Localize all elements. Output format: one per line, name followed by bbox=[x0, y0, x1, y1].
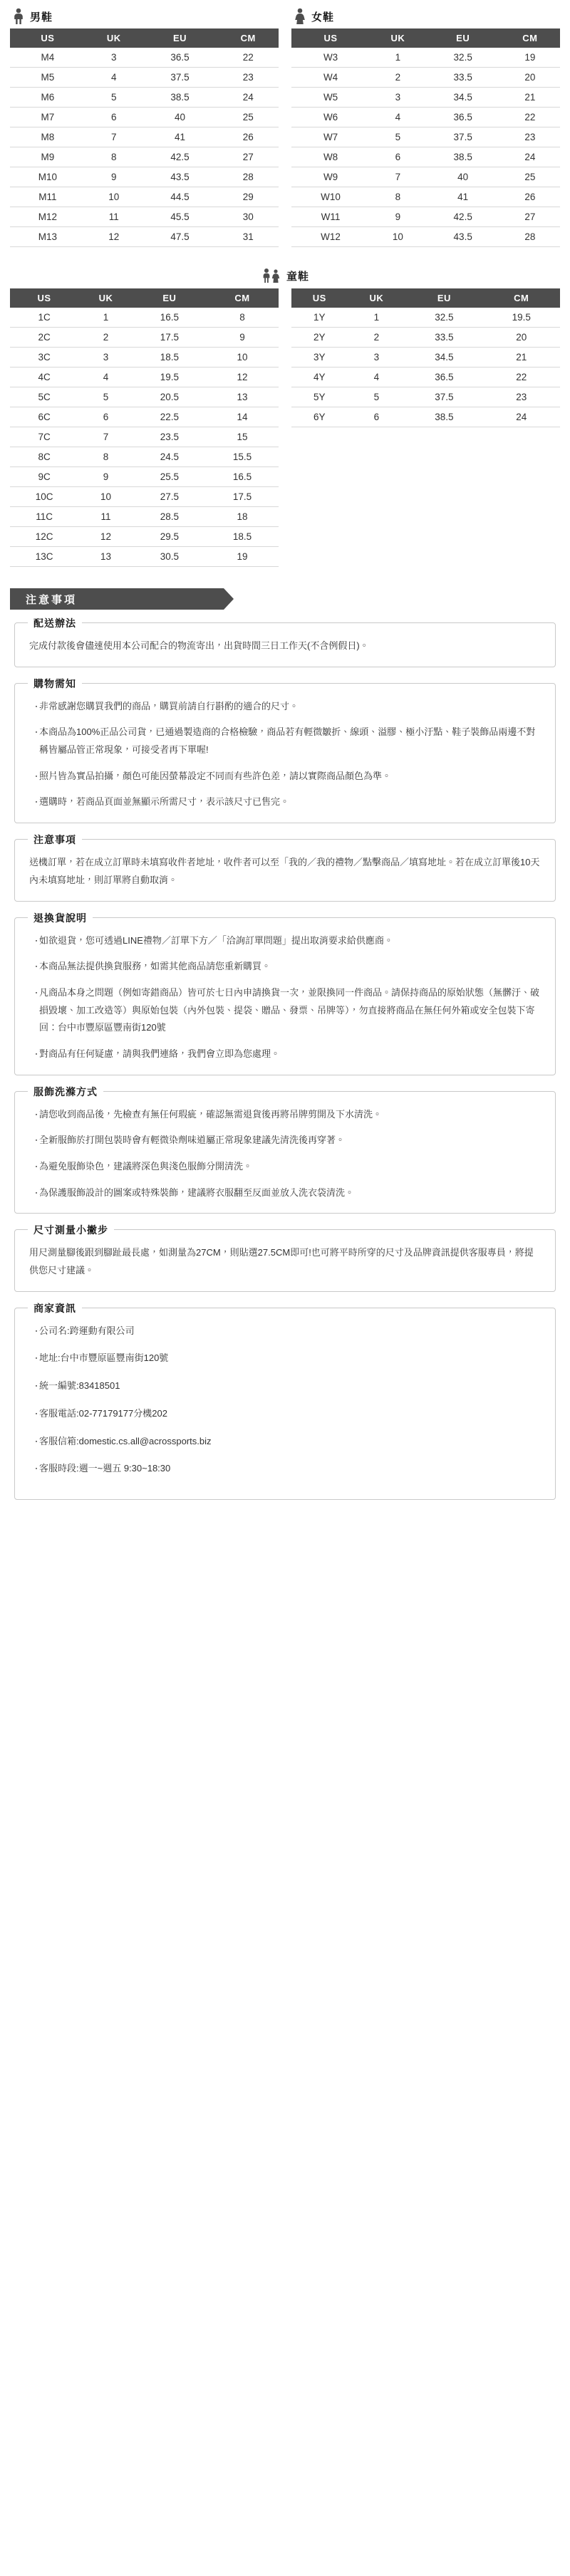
table-row bbox=[291, 387, 560, 407]
cell: 19.5 bbox=[483, 308, 560, 328]
cell: 26 bbox=[217, 127, 279, 147]
cell: 28 bbox=[500, 227, 560, 247]
list-item: ‧ 非常感謝您購買我們的商品，購買前請自行斟酌的適合的尺寸。 bbox=[29, 698, 541, 716]
cell: M7 bbox=[10, 108, 86, 127]
cell: 43.5 bbox=[426, 227, 500, 247]
list-item: ‧ 本商品無法提供換貨服務，如需其他商品請您重新購買。 bbox=[29, 958, 541, 976]
shopping-notes-list bbox=[29, 698, 541, 811]
cell: 6 bbox=[78, 407, 133, 427]
table-row bbox=[291, 48, 560, 68]
table-row bbox=[10, 407, 279, 427]
cell: 28.5 bbox=[133, 507, 206, 527]
table-row bbox=[10, 88, 279, 108]
cell: 4Y bbox=[291, 367, 348, 387]
kids-table-label: 童鞋 bbox=[286, 270, 309, 283]
cell: 3 bbox=[86, 48, 142, 68]
cell: 9C bbox=[10, 467, 78, 487]
cell: 7 bbox=[86, 127, 142, 147]
table-row bbox=[10, 127, 279, 147]
cell: 37.5 bbox=[405, 387, 482, 407]
table-row bbox=[291, 187, 560, 207]
cell: 44.5 bbox=[142, 187, 218, 207]
merchant-phone: ‧ 客服電話:02-77179177分機202 bbox=[29, 1405, 541, 1423]
list-item: ‧ 為保護服飾設計的圖案或特殊裝飾，建議將衣服翻至反面並放入洗衣袋清洗。 bbox=[29, 1184, 541, 1202]
cell: 25 bbox=[217, 108, 279, 127]
cell: 27 bbox=[500, 207, 560, 227]
cell: W3 bbox=[291, 48, 370, 68]
cell: 24 bbox=[500, 147, 560, 167]
table-row bbox=[291, 407, 560, 427]
table-row bbox=[10, 207, 279, 227]
cell: 5 bbox=[348, 387, 406, 407]
cell: 27 bbox=[217, 147, 279, 167]
cell: 16.5 bbox=[133, 308, 206, 328]
kids-youth-size-table bbox=[291, 288, 560, 427]
list-item: ‧ 如欲退貨，您可透過LINE禮物／訂單下方／「洽詢訂單問題」提出取消要求給供應商。 bbox=[29, 932, 541, 950]
washing-list bbox=[29, 1106, 541, 1202]
cell: 6 bbox=[86, 108, 142, 127]
cell: M11 bbox=[10, 187, 86, 207]
cell: 42.5 bbox=[142, 147, 218, 167]
cell: 22.5 bbox=[133, 407, 206, 427]
cell: 18 bbox=[206, 507, 279, 527]
merchant-email: ‧ 客服信箱:domestic.cs.all@acrossports.biz bbox=[29, 1433, 541, 1451]
cell: M6 bbox=[10, 88, 86, 108]
cell: 45.5 bbox=[142, 207, 218, 227]
table-row bbox=[291, 328, 560, 348]
cell: 47.5 bbox=[142, 227, 218, 247]
column-header: EU bbox=[405, 288, 482, 308]
section-title: 購物需知 bbox=[28, 677, 82, 691]
cell: 8 bbox=[86, 147, 142, 167]
table-row bbox=[291, 367, 560, 387]
table-row bbox=[10, 547, 279, 567]
cell: 19 bbox=[206, 547, 279, 567]
column-header: CM bbox=[483, 288, 560, 308]
column-header: UK bbox=[348, 288, 406, 308]
table-row bbox=[10, 328, 279, 348]
cell: 1 bbox=[348, 308, 406, 328]
table-row bbox=[10, 427, 279, 447]
cell: M12 bbox=[10, 207, 86, 227]
mens-size-table bbox=[10, 28, 279, 247]
cell: M8 bbox=[10, 127, 86, 147]
cell: 2 bbox=[348, 328, 406, 348]
list-item: ‧ 請您收到商品後，先檢查有無任何瑕疵，確認無需退貨後再將吊牌剪開及下水清洗。 bbox=[29, 1106, 541, 1124]
cell: 9 bbox=[78, 467, 133, 487]
cell: 41 bbox=[426, 187, 500, 207]
cell: 43.5 bbox=[142, 167, 218, 187]
cell: 17.5 bbox=[206, 487, 279, 507]
table-row bbox=[10, 387, 279, 407]
cell: 17.5 bbox=[133, 328, 206, 348]
cell: 1C bbox=[10, 308, 78, 328]
man-icon bbox=[11, 8, 26, 25]
cell: 36.5 bbox=[405, 367, 482, 387]
column-header: CM bbox=[500, 28, 560, 48]
list-item: ‧ 選購時，若商品頁面並無顯示所需尺寸，表示該尺寸已售完。 bbox=[29, 793, 541, 811]
cell: 5C bbox=[10, 387, 78, 407]
womens-table-label: 女鞋 bbox=[311, 11, 335, 24]
cell: 23.5 bbox=[133, 427, 206, 447]
cell: 8 bbox=[370, 187, 425, 207]
section-title: 注意事項 bbox=[28, 833, 82, 847]
section-washing bbox=[14, 1085, 556, 1214]
cell: 22 bbox=[483, 367, 560, 387]
table-header-row bbox=[291, 288, 560, 308]
cell: M10 bbox=[10, 167, 86, 187]
kids-size-tables bbox=[10, 266, 560, 567]
cell: 22 bbox=[217, 48, 279, 68]
cell: 11 bbox=[86, 207, 142, 227]
merchant-address: ‧ 地址:台中市豐原區豐南街120號 bbox=[29, 1350, 541, 1367]
cell: 26 bbox=[500, 187, 560, 207]
cell: 18.5 bbox=[133, 348, 206, 367]
table-row bbox=[10, 48, 279, 68]
table-row bbox=[291, 227, 560, 247]
table-row bbox=[10, 68, 279, 88]
cell: 15.5 bbox=[206, 447, 279, 467]
cell: 38.5 bbox=[426, 147, 500, 167]
column-header: EU bbox=[426, 28, 500, 48]
cell: 2 bbox=[370, 68, 425, 88]
cell: 23 bbox=[217, 68, 279, 88]
cell: 27.5 bbox=[133, 487, 206, 507]
column-header: US bbox=[10, 28, 86, 48]
kids-toddler-size-table bbox=[10, 288, 279, 567]
table-row bbox=[10, 367, 279, 387]
list-item: ‧ 凡商品本身之問題（例如寄錯商品）皆可於七日內申請換貨一次，並限換同一件商品。請保持商品的原始狀態（無髒汙、破損毀壞、加工改造等）與原始包裝（內外包裝、提袋、贈品、發票、吊牌等），勿直接將商品在無任何外箱或安全包裝下寄回：台中市豐原區豐南街120號 bbox=[29, 984, 541, 1037]
section-title: 配送辦法 bbox=[28, 616, 82, 630]
cell: 15 bbox=[206, 427, 279, 447]
cell: 25.5 bbox=[133, 467, 206, 487]
womens-size-table bbox=[291, 28, 560, 247]
woman-icon bbox=[293, 8, 307, 25]
cell: 10 bbox=[370, 227, 425, 247]
cell: 12 bbox=[78, 527, 133, 547]
list-item: ‧ 全新服飾於打開包裝時會有輕微染劑味道屬正常現象建議先清洗後再穿著。 bbox=[29, 1132, 541, 1149]
column-header: US bbox=[10, 288, 78, 308]
column-header: UK bbox=[370, 28, 425, 48]
cell: 7C bbox=[10, 427, 78, 447]
kids-left-table-block bbox=[10, 288, 279, 567]
cell: 5Y bbox=[291, 387, 348, 407]
mens-table-label: 男鞋 bbox=[30, 11, 53, 24]
cell: 5 bbox=[86, 88, 142, 108]
cell: 10C bbox=[10, 487, 78, 507]
cell: 11 bbox=[78, 507, 133, 527]
table-row bbox=[10, 147, 279, 167]
cell: 37.5 bbox=[142, 68, 218, 88]
cell: 20 bbox=[483, 328, 560, 348]
cell: 6 bbox=[370, 147, 425, 167]
section-paragraph: 送機訂單，若在成立訂單時未填寫收件者地址，收件者可以至「我的／我的禮物／點擊商品／填寫地址。若在成立訂單後10天內未填寫地址，則訂單將自動取消。 bbox=[29, 857, 540, 885]
table-row bbox=[10, 227, 279, 247]
column-header: UK bbox=[78, 288, 133, 308]
table-header-row bbox=[10, 28, 279, 48]
cell: 29 bbox=[217, 187, 279, 207]
section-measure-tips bbox=[14, 1224, 556, 1291]
section-title: 商家資訊 bbox=[28, 1301, 82, 1315]
cell: 2C bbox=[10, 328, 78, 348]
kids-icon bbox=[261, 267, 282, 284]
cell: 1Y bbox=[291, 308, 348, 328]
cell: 3 bbox=[348, 348, 406, 367]
cell: 3C bbox=[10, 348, 78, 367]
cell: 11C bbox=[10, 507, 78, 527]
column-header: UK bbox=[86, 28, 142, 48]
cell: 36.5 bbox=[142, 48, 218, 68]
merchant-tax-id: ‧ 統一編號:83418501 bbox=[29, 1377, 541, 1395]
cell: 14 bbox=[206, 407, 279, 427]
cell: 34.5 bbox=[405, 348, 482, 367]
cell: 32.5 bbox=[426, 48, 500, 68]
cell: M13 bbox=[10, 227, 86, 247]
cell: W12 bbox=[291, 227, 370, 247]
cell: 24 bbox=[483, 407, 560, 427]
cell: 8 bbox=[78, 447, 133, 467]
cell: 13C bbox=[10, 547, 78, 567]
womens-size-table-block bbox=[291, 7, 560, 247]
cell: 30 bbox=[217, 207, 279, 227]
table-row bbox=[10, 507, 279, 527]
cell: 2Y bbox=[291, 328, 348, 348]
cell: W4 bbox=[291, 68, 370, 88]
table-row bbox=[10, 447, 279, 467]
table-row bbox=[291, 127, 560, 147]
cell: 1 bbox=[370, 48, 425, 68]
cell: 40 bbox=[142, 108, 218, 127]
section-paragraph: 用尺測量腳後跟到腳趾最長處，如測量為27CM，則貼選27.5CM即可!也可將平時所穿的尺寸及品牌資訊提供客服專員，將提供您尺寸建議。 bbox=[29, 1247, 534, 1276]
section-shopping-notes bbox=[14, 677, 556, 823]
cell: W8 bbox=[291, 147, 370, 167]
cell: 37.5 bbox=[426, 127, 500, 147]
table-row bbox=[10, 308, 279, 328]
table-row bbox=[10, 187, 279, 207]
table-row bbox=[291, 167, 560, 187]
cell: 9 bbox=[206, 328, 279, 348]
section-title: 服飾洗滌方式 bbox=[28, 1085, 103, 1099]
cell: 1 bbox=[78, 308, 133, 328]
cell: 36.5 bbox=[426, 108, 500, 127]
cell: 32.5 bbox=[405, 308, 482, 328]
list-item: ‧ 為避免服飾染色，建議將深色與淺色服飾分開清洗。 bbox=[29, 1158, 541, 1176]
cell: 13 bbox=[78, 547, 133, 567]
cell: W5 bbox=[291, 88, 370, 108]
cell: 20.5 bbox=[133, 387, 206, 407]
section-shipping bbox=[14, 617, 556, 667]
cell: 2 bbox=[78, 328, 133, 348]
cell: 6 bbox=[348, 407, 406, 427]
cell: W11 bbox=[291, 207, 370, 227]
section-merchant-info bbox=[14, 1302, 556, 1500]
section-title: 退換貨說明 bbox=[28, 911, 93, 925]
cell: M4 bbox=[10, 48, 86, 68]
cell: 21 bbox=[500, 88, 560, 108]
cell: W7 bbox=[291, 127, 370, 147]
kids-tables-row bbox=[10, 288, 560, 567]
table-row bbox=[291, 88, 560, 108]
cell: 4 bbox=[370, 108, 425, 127]
cell: 4C bbox=[10, 367, 78, 387]
notice-banner bbox=[10, 588, 560, 610]
cell: 22 bbox=[500, 108, 560, 127]
cell: M5 bbox=[10, 68, 86, 88]
cell: 34.5 bbox=[426, 88, 500, 108]
column-header: US bbox=[291, 28, 370, 48]
cell: 41 bbox=[142, 127, 218, 147]
cell: 3 bbox=[78, 348, 133, 367]
mens-size-table-block bbox=[10, 7, 279, 247]
cell: 13 bbox=[206, 387, 279, 407]
table-row bbox=[10, 108, 279, 127]
cell: 18.5 bbox=[206, 527, 279, 547]
womens-table-title bbox=[291, 7, 560, 26]
cell: 8 bbox=[206, 308, 279, 328]
section-order-notice bbox=[14, 834, 556, 901]
cell: 23 bbox=[500, 127, 560, 147]
cell: 30.5 bbox=[133, 547, 206, 567]
table-header-row bbox=[10, 288, 279, 308]
cell: 12 bbox=[206, 367, 279, 387]
cell: 38.5 bbox=[405, 407, 482, 427]
cell: 4 bbox=[86, 68, 142, 88]
column-header: EU bbox=[142, 28, 218, 48]
cell: 23 bbox=[483, 387, 560, 407]
cell: 38.5 bbox=[142, 88, 218, 108]
table-row bbox=[291, 108, 560, 127]
cell: 4 bbox=[78, 367, 133, 387]
cell: 10 bbox=[206, 348, 279, 367]
cell: 40 bbox=[426, 167, 500, 187]
cell: 4 bbox=[348, 367, 406, 387]
column-header: CM bbox=[206, 288, 279, 308]
list-item: ‧ 對商品有任何疑慮，請與我們連絡，我們會立即為您處理。 bbox=[29, 1045, 541, 1063]
cell: 24.5 bbox=[133, 447, 206, 467]
cell: 10 bbox=[78, 487, 133, 507]
section-title: 尺寸測量小撇步 bbox=[28, 1223, 114, 1237]
cell: 8C bbox=[10, 447, 78, 467]
returns-list bbox=[29, 932, 541, 1063]
list-item: ‧ 照片皆為實品拍攝，顏色可能因螢幕設定不同而有些許色差，請以實際商品顏色為準。 bbox=[29, 768, 541, 786]
table-row bbox=[291, 147, 560, 167]
cell: 5 bbox=[370, 127, 425, 147]
column-header: CM bbox=[217, 28, 279, 48]
adult-size-tables bbox=[10, 7, 560, 247]
cell: 42.5 bbox=[426, 207, 500, 227]
column-header: EU bbox=[133, 288, 206, 308]
cell: 24 bbox=[217, 88, 279, 108]
cell: 19.5 bbox=[133, 367, 206, 387]
table-row bbox=[10, 167, 279, 187]
cell: W6 bbox=[291, 108, 370, 127]
merchant-company-name: ‧ 公司名:跨運動有限公司 bbox=[29, 1323, 541, 1340]
cell: 10 bbox=[86, 187, 142, 207]
cell: 5 bbox=[78, 387, 133, 407]
table-row bbox=[10, 467, 279, 487]
merchant-info-list bbox=[29, 1323, 541, 1478]
cell: 3 bbox=[370, 88, 425, 108]
table-row bbox=[10, 527, 279, 547]
cell: 6Y bbox=[291, 407, 348, 427]
cell: 6C bbox=[10, 407, 78, 427]
table-row bbox=[10, 348, 279, 367]
section-returns bbox=[14, 912, 556, 1075]
cell: 3Y bbox=[291, 348, 348, 367]
kids-table-title bbox=[10, 266, 560, 286]
cell: 12 bbox=[86, 227, 142, 247]
cell: 9 bbox=[86, 167, 142, 187]
table-row bbox=[291, 348, 560, 367]
cell: 12C bbox=[10, 527, 78, 547]
mens-table-title bbox=[10, 7, 279, 26]
cell: 7 bbox=[78, 427, 133, 447]
table-row bbox=[291, 308, 560, 328]
column-header: US bbox=[291, 288, 348, 308]
table-row bbox=[291, 68, 560, 88]
merchant-service-hours: ‧ 客服時段:週一~週五 9:30~18:30 bbox=[29, 1460, 541, 1478]
cell: 31 bbox=[217, 227, 279, 247]
cell: M9 bbox=[10, 147, 86, 167]
cell: W10 bbox=[291, 187, 370, 207]
section-paragraph: 完成付款後會儘速使用本公司配合的物流寄出，出貨時間三日工作天(不含例假日)。 bbox=[29, 640, 369, 651]
list-item: ‧ 本商品為100%正品公司貨，已通過製造商的合格檢驗，商品若有輕微皺折、線頭、溢膠、極小汙點、鞋子裝飾品兩邊不對稱皆屬品管正常現象，可接受者再下單喔! bbox=[29, 724, 541, 758]
cell: W9 bbox=[291, 167, 370, 187]
cell: 33.5 bbox=[405, 328, 482, 348]
cell: 19 bbox=[500, 48, 560, 68]
cell: 9 bbox=[370, 207, 425, 227]
cell: 20 bbox=[500, 68, 560, 88]
cell: 29.5 bbox=[133, 527, 206, 547]
notice-banner-label: 注意事項 bbox=[10, 588, 224, 610]
cell: 7 bbox=[370, 167, 425, 187]
cell: 25 bbox=[500, 167, 560, 187]
table-row bbox=[291, 207, 560, 227]
table-header-row bbox=[291, 28, 560, 48]
cell: 28 bbox=[217, 167, 279, 187]
table-row bbox=[10, 487, 279, 507]
cell: 16.5 bbox=[206, 467, 279, 487]
cell: 21 bbox=[483, 348, 560, 367]
kids-right-table-block bbox=[291, 288, 560, 567]
cell: 33.5 bbox=[426, 68, 500, 88]
